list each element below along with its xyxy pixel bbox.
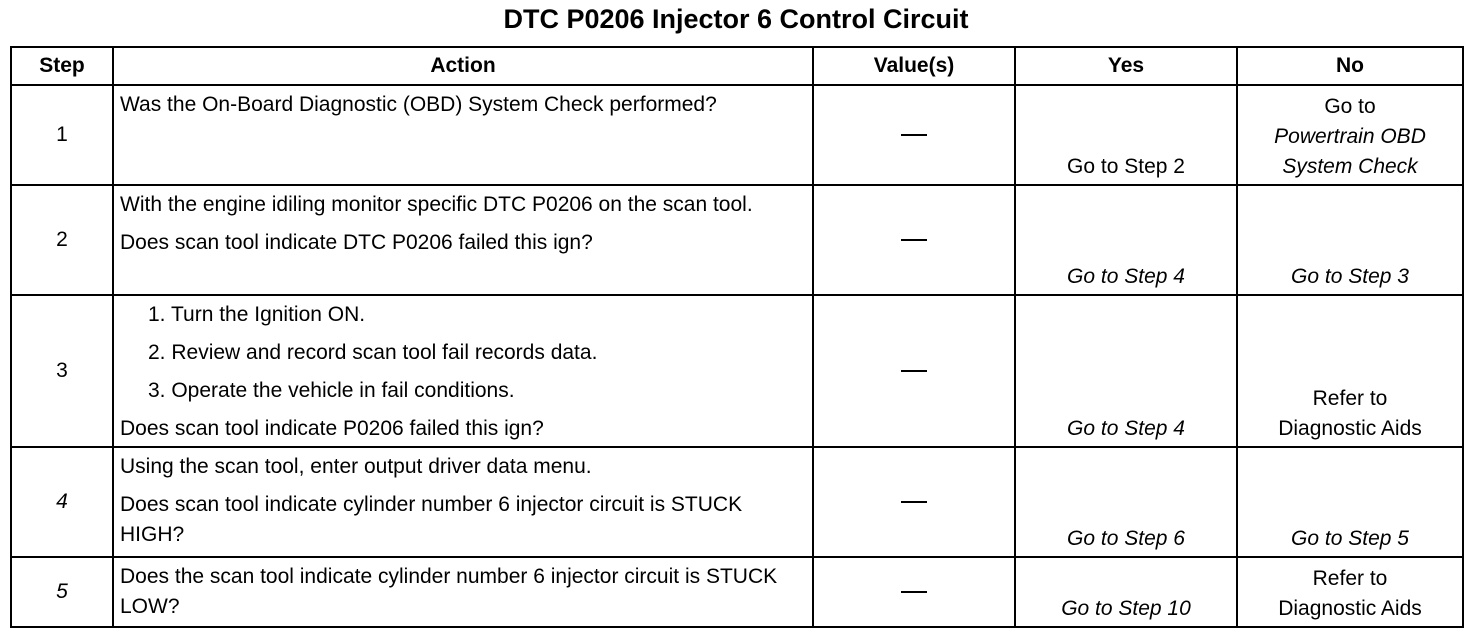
table-row — [11, 557, 1463, 627]
action-cell — [113, 447, 813, 557]
value-dash — [901, 134, 927, 136]
value-cell — [813, 185, 1015, 295]
action-cell — [113, 295, 813, 447]
table-row — [11, 295, 1463, 447]
value-cell — [813, 557, 1015, 627]
yes-cell: Go to Step 10 — [1015, 557, 1237, 627]
value-cell — [813, 447, 1015, 557]
step-number: 1 — [11, 85, 113, 185]
header-no: No — [1237, 47, 1463, 85]
value-dash — [901, 239, 927, 241]
action-cell — [113, 85, 813, 185]
no-cell: Go to Step 5 — [1237, 447, 1463, 557]
step-number: 3 — [11, 295, 113, 447]
action-question: Does scan tool indicate cylinder number 6 injector circuit is STUCK HIGH? — [120, 493, 743, 546]
step-number: 2 — [11, 185, 113, 295]
action-cell — [113, 185, 813, 295]
action-list-item: 3. Operate the vehicle in fail conditions. — [148, 379, 515, 402]
diagnostic-table — [10, 46, 1464, 628]
yes-cell: Go to Step 2 — [1015, 85, 1237, 185]
no-text: Diagnostic Aids — [1278, 597, 1422, 620]
value-cell — [813, 85, 1015, 185]
action-question: Does the scan tool indicate cylinder number 6 injector circuit is STUCK LOW? — [120, 565, 778, 618]
value-dash — [901, 501, 927, 503]
action-text: Was the On-Board Diagnostic (OBD) System Check performed? — [120, 93, 717, 116]
page-title: DTC P0206 Injector 6 Control Circuit — [503, 4, 969, 34]
action-list-item: 1. Turn the Ignition ON. — [148, 303, 366, 326]
no-cell — [1237, 557, 1463, 627]
value-dash — [901, 591, 927, 593]
header-action: Action — [113, 47, 813, 85]
no-text: Refer to — [1312, 567, 1388, 590]
action-question: Does scan tool indicate P0206 failed this ign? — [120, 417, 544, 440]
header-yes: Yes — [1015, 47, 1237, 85]
yes-cell: Go to Step 4 — [1015, 295, 1237, 447]
no-text: Diagnostic Aids — [1278, 417, 1422, 440]
header-step: Step — [11, 47, 113, 85]
no-link-text: Powertrain OBD System Check — [1274, 125, 1426, 178]
header-values: Value(s) — [813, 47, 1015, 85]
step-number: 4 — [11, 447, 113, 557]
table-header-row — [11, 47, 1463, 85]
action-list-item: 2. Review and record scan tool fail records data. — [148, 341, 598, 364]
table-row — [11, 447, 1463, 557]
no-cell — [1237, 295, 1463, 447]
yes-cell: Go to Step 4 — [1015, 185, 1237, 295]
no-cell — [1237, 85, 1463, 185]
value-cell — [813, 295, 1015, 447]
action-cell — [113, 557, 813, 627]
no-text: Go to — [1324, 95, 1376, 118]
action-text: With the engine idiling monitor specific DTC P0206 on the scan tool. — [120, 193, 753, 216]
no-text: Refer to — [1312, 387, 1388, 410]
no-cell: Go to Step 3 — [1237, 185, 1463, 295]
table-row — [11, 185, 1463, 295]
action-question: Does scan tool indicate DTC P0206 failed this ign? — [120, 231, 593, 254]
table-row — [11, 85, 1463, 185]
step-number: 5 — [11, 557, 113, 627]
value-dash — [901, 370, 927, 372]
action-text: Using the scan tool, enter output driver data menu. — [120, 455, 592, 478]
yes-cell: Go to Step 6 — [1015, 447, 1237, 557]
